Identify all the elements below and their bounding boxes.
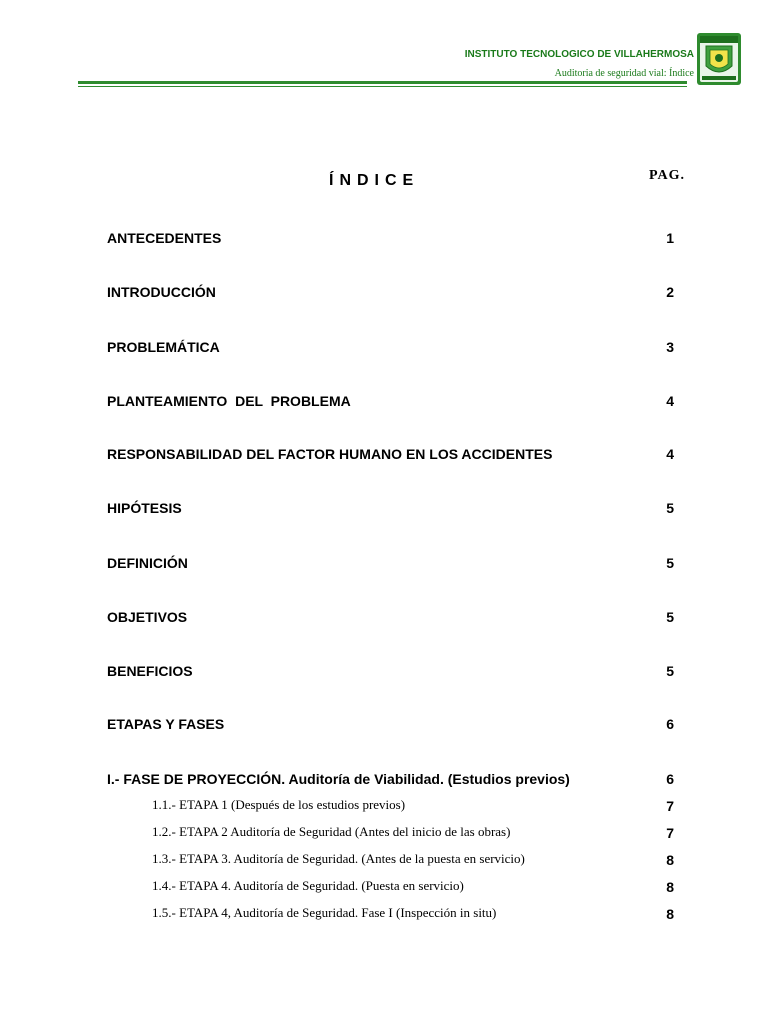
toc-entry-antecedentes[interactable]: ANTECEDENTES xyxy=(107,230,222,246)
toc-page-number: 6 xyxy=(666,716,674,732)
toc-page-number: 4 xyxy=(666,446,674,462)
toc-page-number: 8 xyxy=(666,879,674,895)
toc-page-number: 3 xyxy=(666,339,674,355)
institute-seal-icon xyxy=(696,32,742,86)
toc-entry-hipotesis[interactable]: HIPÓTESIS xyxy=(107,500,182,516)
toc-entry-etapas-fases[interactable]: ETAPAS Y FASES xyxy=(107,716,225,732)
toc-entry-objetivos[interactable]: OBJETIVOS xyxy=(107,609,188,625)
toc-entry-definicion[interactable]: DEFINICIÓN xyxy=(107,555,188,571)
toc-page-number: 8 xyxy=(666,852,674,868)
toc-entry-responsabilidad[interactable]: RESPONSABILIDAD DEL FACTOR HUMANO EN LOS ACCIDENTES xyxy=(107,446,553,462)
toc-subentry-etapa-1[interactable]: 1.1.- ETAPA 1 (Después de los estudios previos) xyxy=(152,797,406,812)
toc-entry-problematica[interactable]: PROBLEMÁTICA xyxy=(107,339,220,355)
toc-page-number: 5 xyxy=(666,555,674,571)
page-column-label: PAG. xyxy=(649,168,686,183)
header-rule-thick xyxy=(78,81,687,84)
toc-subentry-etapa-2[interactable]: 1.2.- ETAPA 2 Auditoría de Seguridad (Antes del inicio de las obras) xyxy=(152,824,511,839)
toc-entry-planteamiento[interactable]: PLANTEAMIENTO DEL PROBLEMA xyxy=(107,393,351,409)
toc-page-number: 5 xyxy=(666,500,674,516)
toc-page-number: 5 xyxy=(666,663,674,679)
toc-page-number: 5 xyxy=(666,609,674,625)
toc-subentry-etapa-4-fase-1[interactable]: 1.5.- ETAPA 4, Auditoría de Seguridad. Fase I (Inspección in situ) xyxy=(152,905,497,920)
toc-entry-beneficios[interactable]: BENEFICIOS xyxy=(107,663,193,679)
page-title: ÍNDICE xyxy=(329,172,420,189)
header-rule-thin xyxy=(78,86,687,87)
toc-entry-introduccion[interactable]: INTRODUCCIÓN xyxy=(107,284,216,300)
toc-page-number: 2 xyxy=(666,284,674,300)
header-subtitle: Auditoria de seguridad vial: Índice xyxy=(554,68,694,79)
toc-page-number: 7 xyxy=(666,798,674,814)
toc-page-number: 8 xyxy=(666,906,674,922)
toc-page-number: 1 xyxy=(666,230,674,246)
toc-subentry-etapa-3[interactable]: 1.3.- ETAPA 3. Auditoría de Seguridad. (Antes de la puesta en servicio) xyxy=(152,851,525,866)
toc-page-number: 6 xyxy=(666,771,674,787)
toc-subentry-etapa-4[interactable]: 1.4.- ETAPA 4. Auditoría de Seguridad. (Puesta en servicio) xyxy=(152,878,464,893)
toc-page-number: 7 xyxy=(666,825,674,841)
header-institute-name: INSTITUTO TECNOLOGICO DE VILLAHERMOSA xyxy=(464,49,694,60)
toc-page-number: 4 xyxy=(666,393,674,409)
toc-entry-fase-proyeccion[interactable]: I.- FASE DE PROYECCIÓN. Auditoría de Viabilidad. (Estudios previos) xyxy=(107,771,570,787)
